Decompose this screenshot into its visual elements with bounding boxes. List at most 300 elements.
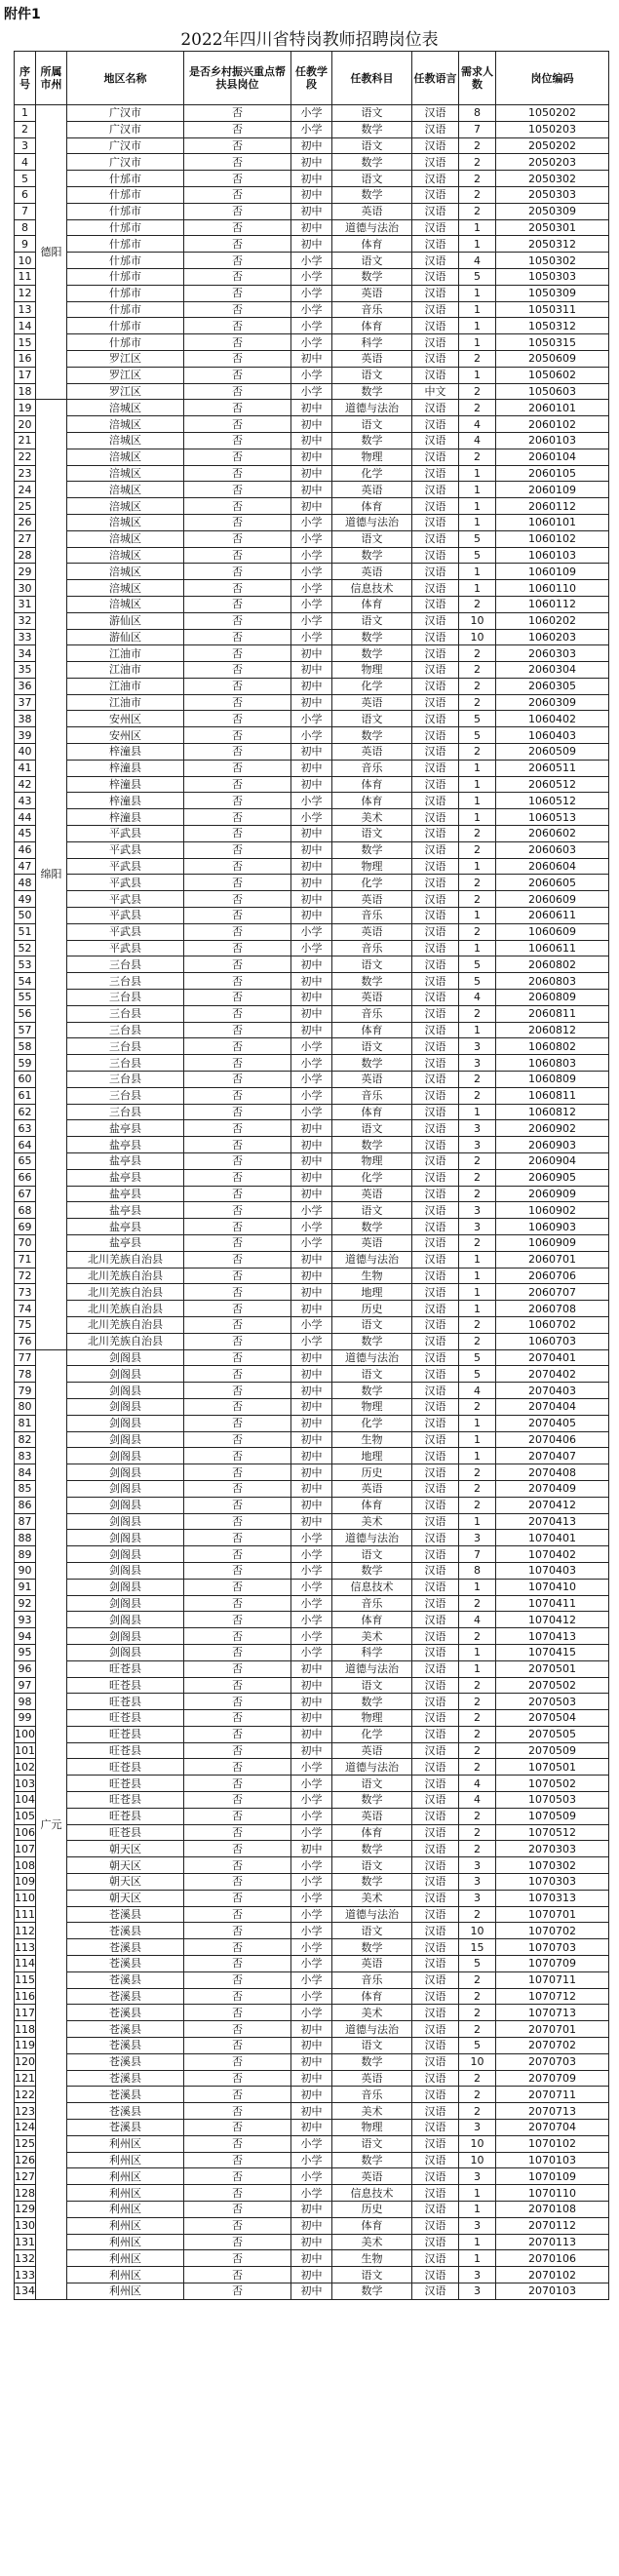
cell-area: 平武县 [67, 875, 184, 891]
cell-poverty: 否 [184, 416, 291, 433]
cell-code: 2070404 [496, 1398, 609, 1415]
cell-stage: 初中 [291, 1268, 332, 1284]
cell-subject: 语文 [332, 2038, 412, 2054]
cell-area: 三台县 [67, 1038, 184, 1055]
cell-count: 1 [459, 285, 496, 301]
cell-subject: 物理 [332, 2120, 412, 2136]
cell-language: 汉语 [412, 2283, 459, 2299]
cell-poverty: 否 [184, 645, 291, 662]
cell-poverty: 否 [184, 1808, 291, 1824]
cell-stage: 初中 [291, 1366, 332, 1383]
cell-subject: 数学 [332, 1383, 412, 1399]
cell-subject: 语文 [332, 367, 412, 383]
cell-seq: 94 [15, 1628, 36, 1645]
cell-count: 3 [459, 1874, 496, 1891]
table-row [15, 482, 609, 498]
cell-language: 汉语 [412, 2005, 459, 2021]
cell-subject: 体育 [332, 1988, 412, 2005]
cell-poverty: 否 [184, 973, 291, 990]
cell-stage: 初中 [291, 154, 332, 171]
table-row [15, 2070, 609, 2087]
cell-seq: 68 [15, 1202, 36, 1219]
cell-seq: 46 [15, 841, 36, 858]
table-row [15, 1530, 609, 1546]
cell-stage: 小学 [291, 121, 332, 137]
cell-code: 2070502 [496, 1677, 609, 1694]
cell-language: 汉语 [412, 1169, 459, 1186]
cell-count: 2 [459, 2087, 496, 2103]
cell-subject: 美术 [332, 1890, 412, 1906]
cell-seq: 63 [15, 1120, 36, 1137]
cell-area: 三台县 [67, 1022, 184, 1038]
cell-subject: 数学 [332, 841, 412, 858]
cell-seq: 100 [15, 1728, 35, 1741]
cell-code: 2060611 [496, 908, 609, 924]
table-row [15, 171, 609, 187]
cell-poverty: 否 [184, 940, 291, 956]
cell-language: 汉语 [412, 1546, 459, 1563]
cell-seq: 6 [15, 186, 36, 203]
cell-subject: 数学 [332, 186, 412, 203]
cell-poverty: 否 [184, 1268, 291, 1284]
cell-code: 2070405 [496, 1415, 609, 1431]
cell-area: 三台县 [67, 1087, 184, 1104]
positions-table [14, 51, 609, 2300]
cell-subject: 英语 [332, 1234, 412, 1251]
cell-subject: 英语 [332, 1742, 412, 1759]
table-row [15, 2120, 609, 2136]
cell-language: 汉语 [412, 137, 459, 154]
table-row [15, 1104, 609, 1120]
cell-code: 1050202 [496, 105, 609, 122]
cell-count: 2 [459, 1087, 496, 1104]
cell-seq: 134 [15, 2284, 35, 2298]
cell-area: 苍溪县 [67, 2005, 184, 2021]
cell-count: 2 [459, 137, 496, 154]
cell-code: 2060701 [496, 1251, 609, 1268]
cell-subject: 道德与法治 [332, 1530, 412, 1546]
table-row [15, 2217, 609, 2234]
table-row [15, 1333, 609, 1349]
cell-stage: 初中 [291, 1480, 332, 1497]
cell-seq: 30 [15, 580, 36, 597]
cell-language: 汉语 [412, 891, 459, 908]
cell-poverty: 否 [184, 530, 291, 547]
cell-area: 剑阁县 [67, 1644, 184, 1660]
cell-count: 2 [459, 1072, 496, 1088]
cell-poverty: 否 [184, 1038, 291, 1055]
table-row [15, 1251, 609, 1268]
cell-seq: 48 [15, 875, 36, 891]
table-row [15, 1316, 609, 1333]
cell-area: 旺苍县 [67, 1742, 184, 1759]
cell-seq: 17 [15, 367, 36, 383]
cell-subject: 英语 [332, 285, 412, 301]
table-row [15, 662, 609, 679]
cell-seq: 3 [15, 137, 36, 154]
table-row [15, 105, 609, 122]
cell-subject: 数学 [332, 645, 412, 662]
table-row [15, 1120, 609, 1137]
cell-code: 2060103 [496, 432, 609, 449]
cell-area: 三台县 [67, 1055, 184, 1072]
cell-subject: 数学 [332, 2053, 412, 2070]
cell-language: 汉语 [412, 285, 459, 301]
cell-stage: 小学 [291, 530, 332, 547]
cell-count: 3 [459, 1038, 496, 1055]
cell-poverty: 否 [184, 727, 291, 744]
cell-subject: 英语 [332, 203, 412, 219]
cell-count: 1 [459, 2250, 496, 2267]
cell-poverty: 否 [184, 1349, 291, 1366]
cell-language: 汉语 [412, 2168, 459, 2185]
table-row [15, 858, 609, 875]
cell-poverty: 否 [184, 203, 291, 219]
cell-area: 盐亭县 [67, 1169, 184, 1186]
cell-language: 汉语 [412, 1055, 459, 1072]
cell-subject: 科学 [332, 1644, 412, 1660]
cell-seq: 130 [15, 2219, 35, 2233]
cell-area: 什邡市 [67, 334, 184, 351]
cell-stage: 初中 [291, 2267, 332, 2283]
cell-count: 1 [459, 1251, 496, 1268]
table-row [15, 1480, 609, 1497]
cell-code: 1050309 [496, 285, 609, 301]
cell-count: 2 [459, 154, 496, 171]
cell-count: 1 [459, 1644, 496, 1660]
cell-stage: 小学 [291, 105, 332, 122]
table-row [15, 1660, 609, 1677]
cell-seq: 84 [15, 1464, 36, 1481]
table-row [15, 744, 609, 761]
table-row [15, 2152, 609, 2168]
cell-stage: 初中 [291, 1153, 332, 1170]
cell-count: 1 [459, 514, 496, 530]
table-row [15, 1710, 609, 1727]
cell-area: 旺苍县 [67, 1694, 184, 1710]
cell-poverty: 否 [184, 334, 291, 351]
cell-count: 2 [459, 1186, 496, 1202]
cell-poverty: 否 [184, 1562, 291, 1579]
cell-language: 汉语 [412, 1284, 459, 1301]
cell-poverty: 否 [184, 826, 291, 842]
cell-area: 苍溪县 [67, 2021, 184, 2038]
cell-code: 1060803 [496, 1055, 609, 1072]
cell-seq: 133 [15, 2268, 35, 2282]
cell-stage: 小学 [291, 285, 332, 301]
cell-poverty: 否 [184, 1677, 291, 1694]
table-row [15, 203, 609, 219]
cell-poverty: 否 [184, 1153, 291, 1170]
cell-subject: 音乐 [332, 760, 412, 776]
cell-area: 涪城区 [67, 564, 184, 580]
cell-seq: 15 [15, 334, 36, 351]
cell-stage: 初中 [291, 1742, 332, 1759]
cell-stage: 初中 [291, 203, 332, 219]
cell-poverty: 否 [184, 2152, 291, 2168]
cell-poverty: 否 [184, 1202, 291, 1219]
cell-code: 2070709 [496, 2070, 609, 2087]
cell-poverty: 否 [184, 171, 291, 187]
cell-poverty: 否 [184, 1301, 291, 1317]
cell-code: 2060603 [496, 841, 609, 858]
cell-seq: 62 [15, 1104, 36, 1120]
cell-stage: 初中 [291, 219, 332, 236]
table-row [15, 1005, 609, 1022]
cell-stage: 初中 [291, 1383, 332, 1399]
cell-language: 汉语 [412, 744, 459, 761]
cell-area: 苍溪县 [67, 2053, 184, 2070]
cell-seq: 90 [15, 1562, 36, 1579]
cell-area: 利州区 [67, 2234, 184, 2250]
table-row [15, 1808, 609, 1824]
cell-subject: 道德与法治 [332, 1759, 412, 1776]
cell-stage: 小学 [291, 596, 332, 612]
cell-stage: 小学 [291, 514, 332, 530]
cell-code: 2050609 [496, 350, 609, 367]
cell-poverty: 否 [184, 1792, 291, 1809]
cell-area: 江油市 [67, 678, 184, 694]
cell-area: 平武县 [67, 923, 184, 940]
table-row [15, 219, 609, 236]
table-row [15, 334, 609, 351]
cell-poverty: 否 [184, 253, 291, 269]
table-row [15, 1169, 609, 1186]
cell-code: 1070509 [496, 1808, 609, 1824]
cell-stage: 初中 [291, 1251, 332, 1268]
cell-language: 汉语 [412, 1268, 459, 1284]
cell-count: 8 [459, 105, 496, 122]
cell-language: 汉语 [412, 1202, 459, 1219]
cell-subject: 体育 [332, 236, 412, 253]
cell-stage: 初中 [291, 1398, 332, 1415]
cell-count: 2 [459, 841, 496, 858]
cell-subject: 数学 [332, 1137, 412, 1153]
cell-language: 汉语 [412, 2267, 459, 2283]
cell-area: 三台县 [67, 1104, 184, 1120]
cell-seq: 55 [15, 990, 36, 1006]
cell-language: 汉语 [412, 2234, 459, 2250]
cell-area: 利州区 [67, 2283, 184, 2299]
cell-stage: 初中 [291, 891, 332, 908]
cell-stage: 小学 [291, 793, 332, 809]
cell-count: 4 [459, 1383, 496, 1399]
table-row [15, 1759, 609, 1776]
cell-poverty: 否 [184, 1546, 291, 1563]
cell-area: 苍溪县 [67, 2087, 184, 2103]
cell-subject: 语文 [332, 1120, 412, 1137]
cell-area: 涪城区 [67, 465, 184, 482]
cell-stage: 初中 [291, 858, 332, 875]
cell-count: 5 [459, 2038, 496, 2054]
table-row [15, 547, 609, 564]
cell-area: 旺苍县 [67, 1776, 184, 1792]
cell-code: 1070412 [496, 1612, 609, 1628]
cell-count: 1 [459, 1431, 496, 1448]
cell-subject: 语文 [332, 1038, 412, 1055]
header-poverty: 是否乡村振兴重点帮扶县岗位 [184, 52, 291, 105]
cell-stage: 小学 [291, 1202, 332, 1219]
cell-poverty: 否 [184, 2038, 291, 2054]
cell-code: 1070401 [496, 1530, 609, 1546]
table-row [15, 990, 609, 1006]
cell-code: 1060112 [496, 596, 609, 612]
cell-code: 2070409 [496, 1480, 609, 1497]
table-row [15, 1137, 609, 1153]
cell-language: 汉语 [412, 219, 459, 236]
cell-count: 1 [459, 1104, 496, 1120]
cell-code: 2060512 [496, 776, 609, 793]
table-row [15, 1398, 609, 1415]
cell-code: 2060509 [496, 744, 609, 761]
cell-stage: 小学 [291, 809, 332, 826]
cell-area: 涪城区 [67, 514, 184, 530]
cell-stage: 小学 [291, 268, 332, 285]
cell-seq: 95 [15, 1644, 36, 1660]
cell-area: 北川羌族自治县 [67, 1333, 184, 1349]
cell-poverty: 否 [184, 367, 291, 383]
table-row [15, 1939, 609, 1956]
cell-language: 汉语 [412, 2103, 459, 2120]
cell-language: 汉语 [412, 2202, 459, 2218]
header-seq: 序号 [15, 52, 36, 105]
cell-code: 2060102 [496, 416, 609, 433]
cell-language: 汉语 [412, 1857, 459, 1874]
cell-seq: 96 [15, 1660, 36, 1677]
cell-stage: 小学 [291, 580, 332, 597]
cell-code: 1070709 [496, 1956, 609, 1972]
table-row [15, 891, 609, 908]
cell-seq: 102 [15, 1760, 35, 1774]
cell-language: 汉语 [412, 121, 459, 137]
cell-subject: 语文 [332, 1546, 412, 1563]
cell-code: 2060109 [496, 482, 609, 498]
cell-poverty: 否 [184, 1383, 291, 1399]
cell-poverty: 否 [184, 121, 291, 137]
cell-poverty: 否 [184, 1186, 291, 1202]
cell-count: 5 [459, 530, 496, 547]
cell-language: 汉语 [412, 923, 459, 940]
cell-subject: 美术 [332, 2005, 412, 2021]
cell-stage: 小学 [291, 727, 332, 744]
cell-stage: 初中 [291, 498, 332, 515]
cell-count: 2 [459, 203, 496, 219]
table-row [15, 236, 609, 253]
cell-count: 2 [459, 875, 496, 891]
cell-area: 三台县 [67, 956, 184, 973]
cell-poverty: 否 [184, 891, 291, 908]
cell-subject: 数学 [332, 1792, 412, 1809]
cell-language: 汉语 [412, 645, 459, 662]
cell-subject: 英语 [332, 923, 412, 940]
table-row [15, 1988, 609, 2005]
cell-code: 1060909 [496, 1234, 609, 1251]
cell-count: 2 [459, 1694, 496, 1710]
cell-subject: 英语 [332, 694, 412, 711]
cell-code: 1060902 [496, 1202, 609, 1219]
cell-poverty: 否 [184, 1824, 291, 1841]
cell-code: 1060403 [496, 727, 609, 744]
table-row [15, 1906, 609, 1923]
cell-stage: 初中 [291, 2070, 332, 2087]
cell-language: 汉语 [412, 1660, 459, 1677]
table-row [15, 1268, 609, 1284]
cell-seq: 26 [15, 514, 36, 530]
cell-area: 北川羌族自治县 [67, 1251, 184, 1268]
cell-count: 2 [459, 1169, 496, 1186]
table-row [15, 1513, 609, 1530]
cell-count: 2 [459, 350, 496, 367]
cell-poverty: 否 [184, 858, 291, 875]
cell-language: 汉语 [412, 1415, 459, 1431]
cell-subject: 物理 [332, 1710, 412, 1727]
cell-area: 游仙区 [67, 629, 184, 645]
cell-language: 汉语 [412, 1137, 459, 1153]
cell-area: 梓潼县 [67, 793, 184, 809]
cell-code: 2060905 [496, 1169, 609, 1186]
cell-code: 1050602 [496, 367, 609, 383]
cell-area: 剑阁县 [67, 1628, 184, 1645]
cell-count: 5 [459, 711, 496, 727]
cell-poverty: 否 [184, 350, 291, 367]
cell-stage: 小学 [291, 629, 332, 645]
table-row [15, 776, 609, 793]
cell-subject: 数学 [332, 154, 412, 171]
cell-seq: 89 [15, 1546, 36, 1563]
cell-seq: 109 [15, 1875, 35, 1889]
cell-subject: 化学 [332, 465, 412, 482]
table-row [15, 596, 609, 612]
cell-poverty: 否 [184, 498, 291, 515]
cell-subject: 体育 [332, 1612, 412, 1628]
cell-area: 广汉市 [67, 137, 184, 154]
cell-stage: 初中 [291, 1169, 332, 1186]
cell-poverty: 否 [184, 760, 291, 776]
cell-stage: 初中 [291, 662, 332, 679]
cell-code: 1060202 [496, 612, 609, 629]
cell-poverty: 否 [184, 318, 291, 334]
cell-area: 平武县 [67, 908, 184, 924]
cell-area: 剑阁县 [67, 1366, 184, 1383]
table-row [15, 514, 609, 530]
cell-area: 安州区 [67, 727, 184, 744]
cell-count: 4 [459, 1776, 496, 1792]
cell-area: 剑阁县 [67, 1546, 184, 1563]
table-row [15, 809, 609, 826]
cell-code: 1050203 [496, 121, 609, 137]
cell-poverty: 否 [184, 678, 291, 694]
cell-count: 1 [459, 219, 496, 236]
cell-code: 2060304 [496, 662, 609, 679]
cell-language: 汉语 [412, 1612, 459, 1628]
cell-seq: 40 [15, 744, 36, 761]
cell-stage: 初中 [291, 2120, 332, 2136]
cell-language: 汉语 [412, 1398, 459, 1415]
table-row [15, 318, 609, 334]
cell-city: 广元 [36, 1349, 67, 2299]
header-language: 任教语言 [412, 52, 459, 105]
table-row [15, 841, 609, 858]
cell-code: 1070501 [496, 1759, 609, 1776]
cell-poverty: 否 [184, 1923, 291, 1939]
cell-area: 涪城区 [67, 482, 184, 498]
cell-area: 涪城区 [67, 416, 184, 433]
cell-count: 2 [459, 891, 496, 908]
cell-area: 三台县 [67, 1072, 184, 1088]
cell-seq: 76 [15, 1333, 36, 1349]
cell-subject: 语文 [332, 1923, 412, 1939]
cell-subject: 语文 [332, 1202, 412, 1219]
